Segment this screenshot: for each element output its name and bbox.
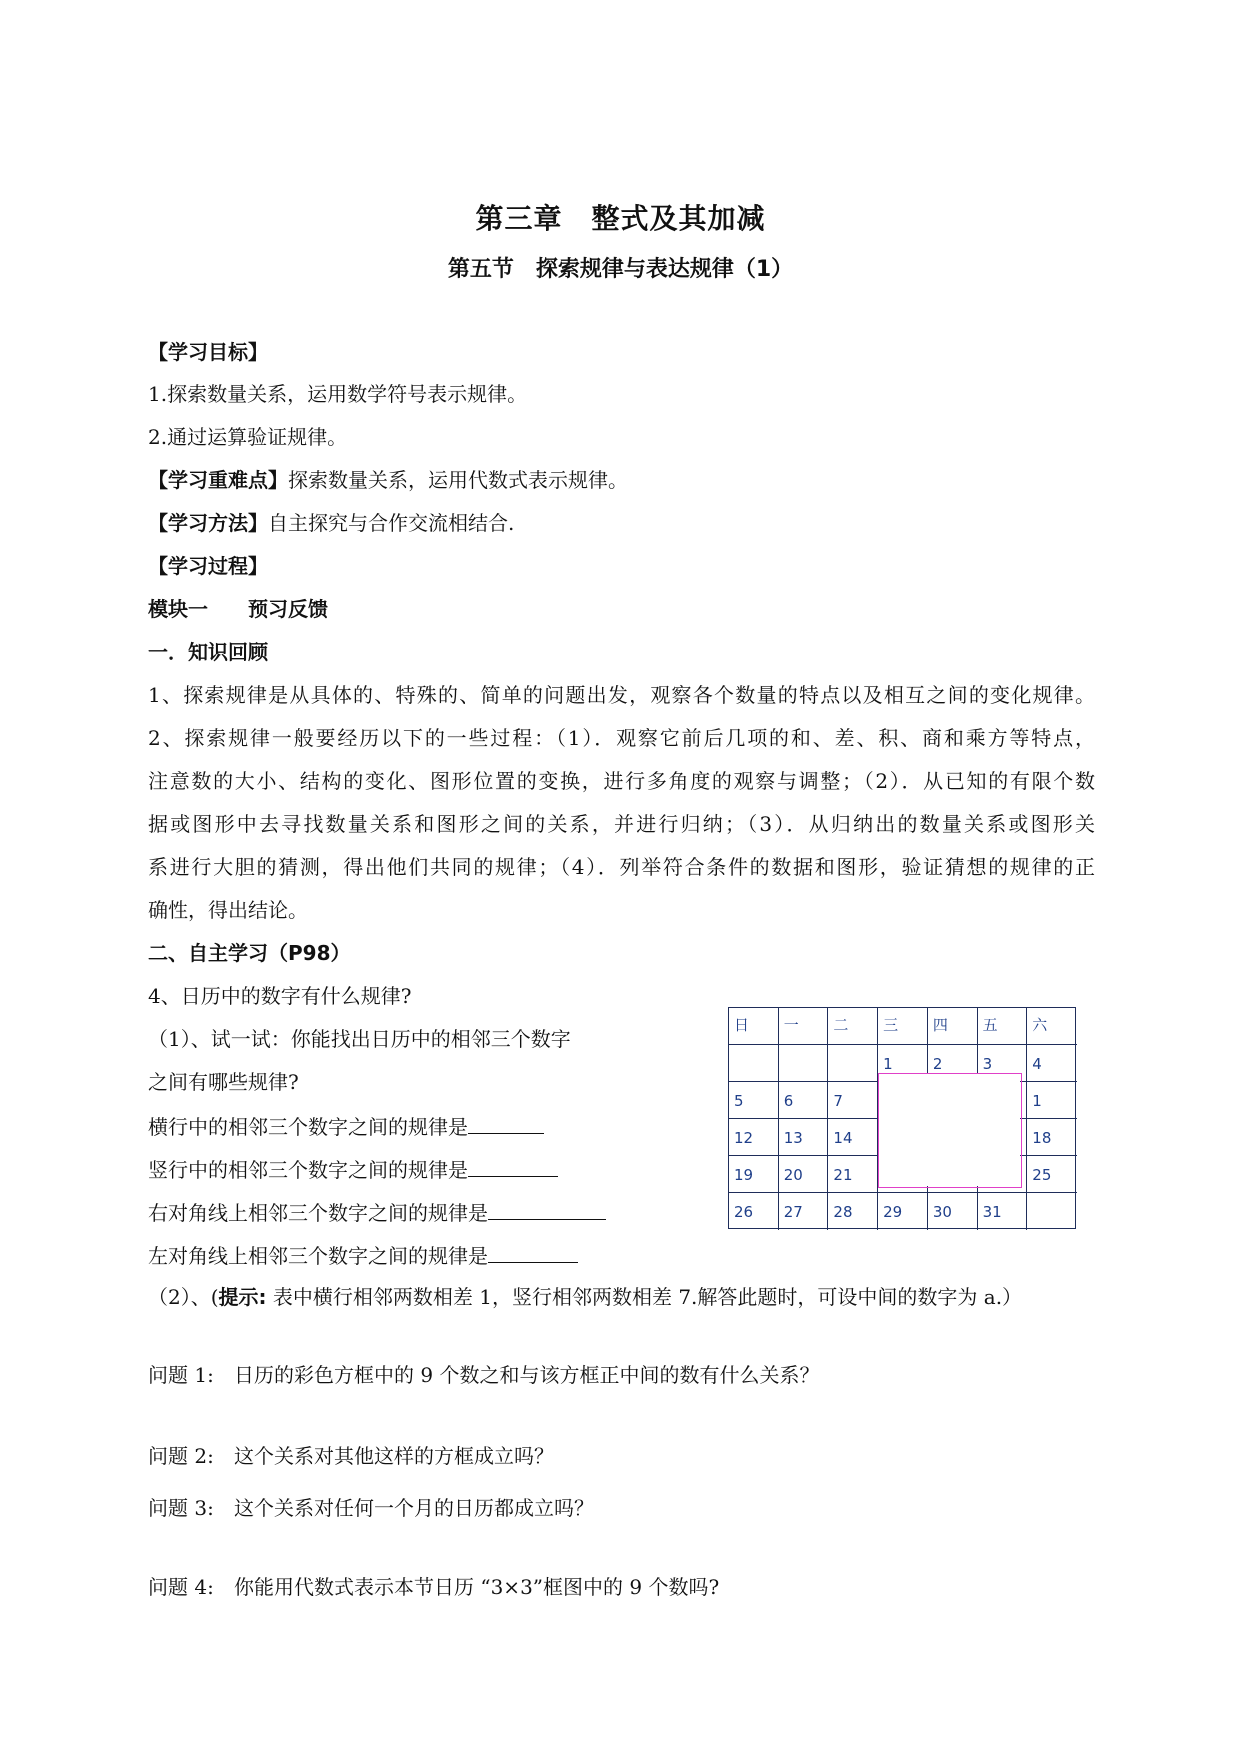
calendar-weekday-header: 四 bbox=[928, 1008, 978, 1045]
calendar-weekday-header: 三 bbox=[878, 1008, 928, 1045]
calendar-day-cell: 5 bbox=[729, 1082, 779, 1119]
objectives-heading: 【学习目标】 bbox=[148, 340, 268, 364]
calendar-day-cell bbox=[729, 1045, 779, 1082]
review-paragraph-2-line-1: 2、探索规律一般要经历以下的一些过程：（1）．观察它前后几项的和、差、积、商和乘方等特点， bbox=[148, 726, 1095, 750]
calendar-day-cell bbox=[1027, 1193, 1077, 1230]
calendar-day-cell: 25 bbox=[1027, 1156, 1077, 1193]
key-points-label: 【学习重难点】 bbox=[148, 468, 288, 492]
question-3 bbox=[148, 1496, 594, 1520]
key-points-text: 探索数量关系，运用代数式表示规律。 bbox=[288, 468, 628, 492]
review-paragraph-1: 1、探索规律是从具体的、特殊的、简单的问题出发，观察各个数量的特点以及相互之间的变化规律。 bbox=[148, 683, 1095, 707]
calendar-day-cell: 14 bbox=[828, 1119, 878, 1156]
question-4 bbox=[148, 1575, 719, 1599]
left-diagonal-rule bbox=[148, 1242, 578, 1268]
calendar-header-row bbox=[729, 1008, 1075, 1045]
row-rule-answer-blank[interactable] bbox=[468, 1113, 544, 1134]
right-diagonal-answer-blank[interactable] bbox=[488, 1199, 606, 1220]
calendar-day-cell: 27 bbox=[779, 1193, 829, 1230]
calendar-weekday-header: 一 bbox=[779, 1008, 829, 1045]
objective-1: 1.探索数量关系，运用数学符号表示规律。 bbox=[148, 382, 528, 406]
question-1-label: 问题 1: bbox=[148, 1363, 214, 1387]
method-label: 【学习方法】 bbox=[148, 511, 268, 535]
section-title: 第五节 探索规律与表达规律（1） bbox=[447, 257, 794, 282]
calendar-day-cell: 20 bbox=[779, 1156, 829, 1193]
calendar-day-cell: 3 bbox=[978, 1045, 1028, 1082]
hint-line bbox=[148, 1285, 1022, 1309]
review-paragraph-2-line-2: 注意数的大小、结构的变化、图形位置的变换，进行多角度的观察与调整；（2）．从已知的有限个数 bbox=[148, 769, 1095, 793]
calendar-day-cell: 30 bbox=[928, 1193, 978, 1230]
review-paragraph-2-line-3: 据或图形中去寻找数量关系和图形之间的关系，并进行归纳；（3）．从归纳出的数量关系或图形关 bbox=[148, 812, 1095, 836]
calendar-day-cell: 12 bbox=[729, 1119, 779, 1156]
module1-title: 模块一 预习反馈 bbox=[148, 597, 328, 621]
try-line-2: 之间有哪些规律? bbox=[148, 1070, 299, 1094]
calendar-weekday-header: 五 bbox=[978, 1008, 1028, 1045]
method-text: 自主探究与合作交流相结合. bbox=[268, 511, 515, 535]
key-points bbox=[148, 468, 628, 492]
chapter-title: 第三章 整式及其加减 bbox=[475, 202, 766, 235]
question-2 bbox=[148, 1444, 554, 1468]
calendar-3x3-frame bbox=[878, 1073, 1022, 1188]
review-paragraph-2-line-4: 系进行大胆的猜测，得出他们共同的规律；（4）．列举符合条件的数据和图形，验证猜想的规律的正 bbox=[148, 855, 1095, 879]
self-study-heading: 二、自主学习（P98） bbox=[148, 941, 351, 965]
row-rule-label: 横行中的相邻三个数字之间的规律是 bbox=[148, 1115, 468, 1139]
calendar-day-cell: 21 bbox=[828, 1156, 878, 1193]
calendar-day-cell: 1 bbox=[878, 1045, 928, 1082]
left-diagonal-answer-blank[interactable] bbox=[488, 1242, 578, 1263]
calendar-weekday-header: 日 bbox=[729, 1008, 779, 1045]
column-rule-answer-blank[interactable] bbox=[468, 1156, 558, 1177]
question-1 bbox=[148, 1363, 819, 1387]
calendar-day-cell: 19 bbox=[729, 1156, 779, 1193]
calendar-day-cell: 1 bbox=[1027, 1082, 1077, 1119]
question-1-text: 日历的彩色方框中的 9 个数之和与该方框正中间的数有什么关系？ bbox=[234, 1363, 820, 1387]
question-3-text: 这个关系对任何一个月的日历都成立吗？ bbox=[234, 1496, 594, 1520]
calendar-day-cell: 29 bbox=[878, 1193, 928, 1230]
hint-label: 提示: bbox=[218, 1285, 267, 1309]
question-2-label: 问题 2: bbox=[148, 1444, 214, 1468]
right-diagonal-rule-label: 右对角线上相邻三个数字之间的规律是 bbox=[148, 1201, 488, 1225]
question-3-label: 问题 3: bbox=[148, 1496, 214, 1520]
question-4-text: 你能用代数式表示本节日历 “3×3”框图中的 9 个数吗? bbox=[234, 1575, 720, 1599]
calendar-day-cell: 28 bbox=[828, 1193, 878, 1230]
calendar-day-cell: 2 bbox=[928, 1045, 978, 1082]
question-2-text: 这个关系对其他这样的方框成立吗？ bbox=[234, 1444, 554, 1468]
calendar-day-cell: 31 bbox=[978, 1193, 1028, 1230]
calendar-question: 4、日历中的数字有什么规律? bbox=[148, 984, 412, 1008]
question-4-label: 问题 4: bbox=[148, 1575, 214, 1599]
right-diagonal-rule bbox=[148, 1199, 606, 1225]
calendar-day-cell: 13 bbox=[779, 1119, 829, 1156]
calendar-week-row bbox=[729, 1193, 1075, 1230]
calendar-day-cell: 26 bbox=[729, 1193, 779, 1230]
method bbox=[148, 511, 514, 535]
left-diagonal-rule-label: 左对角线上相邻三个数字之间的规律是 bbox=[148, 1244, 488, 1268]
column-rule-label: 竖行中的相邻三个数字之间的规律是 bbox=[148, 1158, 468, 1182]
hint-text: 表中横行相邻两数相差 1，竖行相邻两数相差 7.解答此题时，可设中间的数字为 a.） bbox=[266, 1285, 1023, 1309]
calendar-day-cell: 7 bbox=[828, 1082, 878, 1119]
calendar-weekday-header: 六 bbox=[1027, 1008, 1077, 1045]
calendar-day-cell: 6 bbox=[779, 1082, 829, 1119]
objective-2: 2.通过运算验证规律。 bbox=[148, 425, 348, 449]
column-rule bbox=[148, 1156, 558, 1182]
review-paragraph-2-line-5: 确性，得出结论。 bbox=[148, 898, 308, 922]
calendar-weekday-header: 二 bbox=[828, 1008, 878, 1045]
calendar-day-cell bbox=[828, 1045, 878, 1082]
calendar-day-cell: 18 bbox=[1027, 1119, 1077, 1156]
try-line-1: （1）、试一试：你能找出日历中的相邻三个数字 bbox=[148, 1027, 571, 1051]
process-heading: 【学习过程】 bbox=[148, 554, 268, 578]
hint-prefix: （2）、( bbox=[148, 1285, 219, 1309]
calendar-day-cell: 4 bbox=[1027, 1045, 1077, 1082]
review-heading: 一．知识回顾 bbox=[148, 640, 268, 664]
row-rule bbox=[148, 1113, 544, 1139]
calendar-day-cell bbox=[779, 1045, 829, 1082]
